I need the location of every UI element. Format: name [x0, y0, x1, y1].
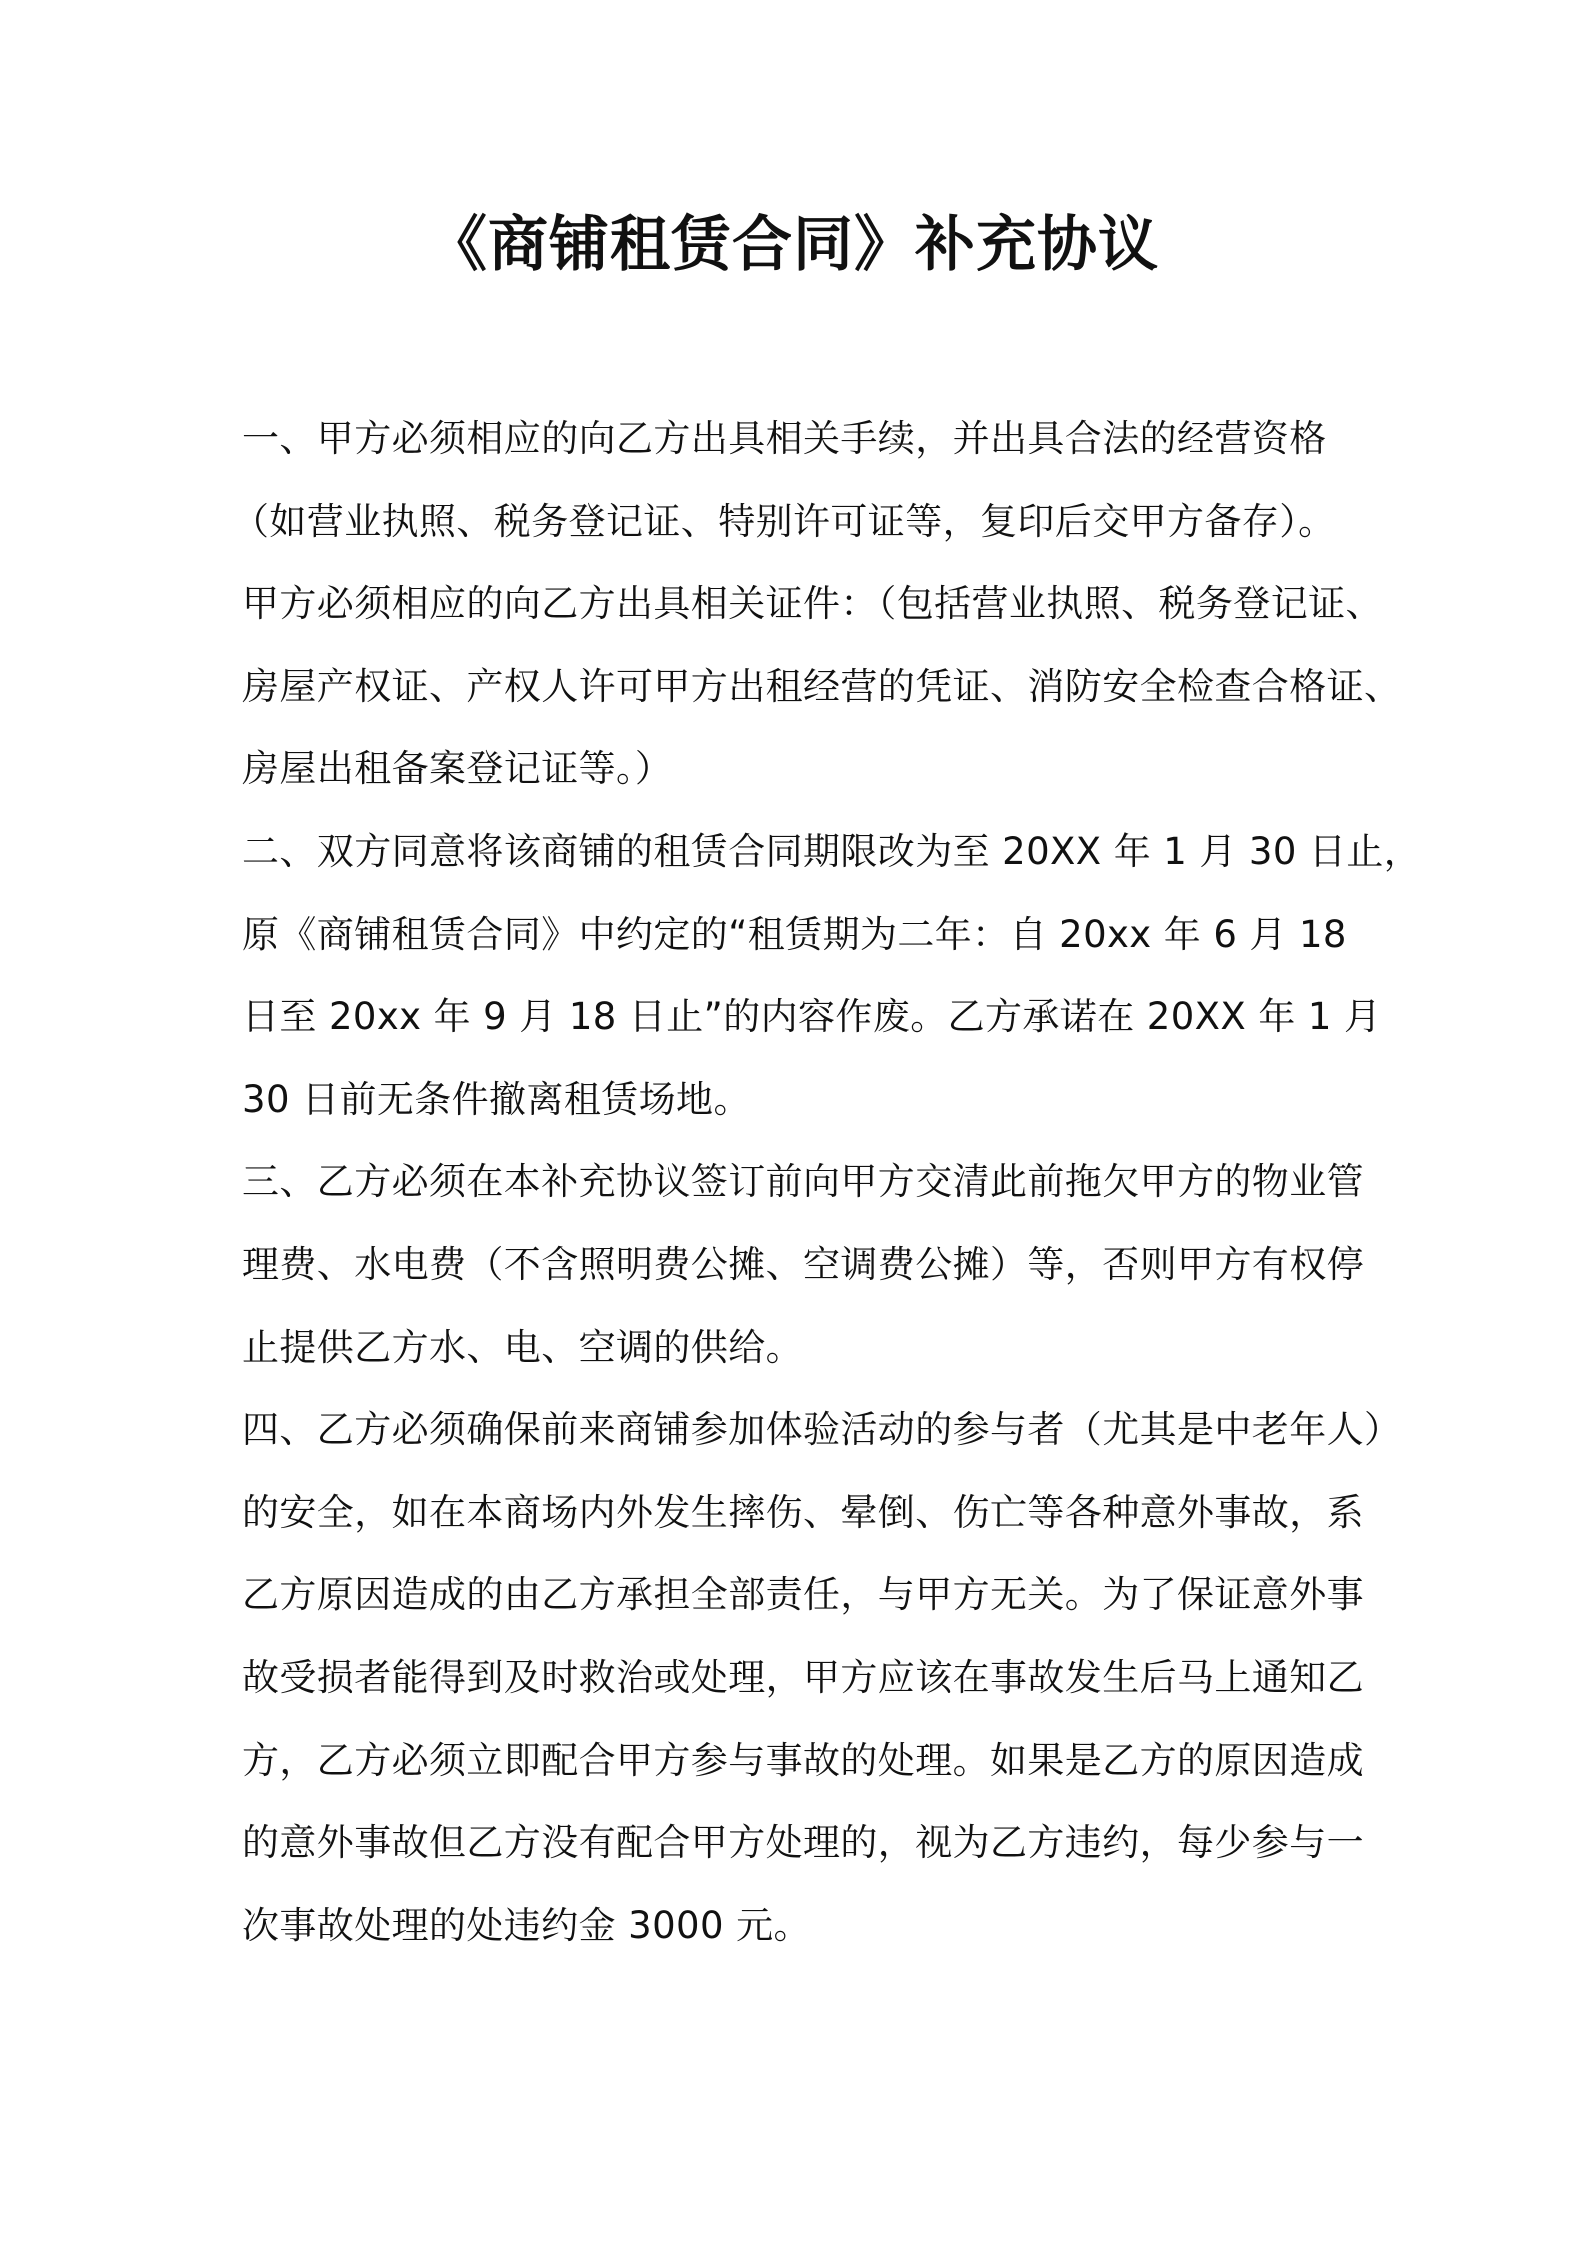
body-line: 的安全，如在本商场内外发生摔伤、晕倒、伤亡等各种意外事故，系 [242, 1490, 1364, 1534]
body-line: 的意外事故但乙方没有配合甲方处理的，视为乙方违约，每少参与一 [242, 1821, 1364, 1865]
body-line: 房屋产权证、产权人许可甲方出租经营的凭证、消防安全检查合格证、 [242, 664, 1402, 708]
body-line: 理费、水电费（不含照明费公摊、空调费公摊）等，否则甲方有权停 [242, 1242, 1364, 1286]
body-line: 故受损者能得到及时救治或处理，甲方应该在事故发生后马上通知乙 [242, 1655, 1364, 1699]
document-body [232, 398, 1422, 1967]
body-line: 日至 20xx 年 9 月 18 日止”的内容作废。乙方承诺在 20XX 年 1 月 [242, 995, 1382, 1039]
body-line: 四、乙方必须确保前来商铺参加体验活动的参与者（尤其是中老年人） [242, 1408, 1402, 1452]
body-line: 甲方必须相应的向乙方出具相关证件：（包括营业执照、税务登记证、 [242, 582, 1383, 626]
body-line: 止提供乙方水、电、空调的供给。 [242, 1325, 803, 1369]
body-line: 原《商铺租赁合同》中约定的“租赁期为二年：自 20xx 年 6 月 18 [242, 912, 1347, 956]
body-line: 乙方原因造成的由乙方承担全部责任，与甲方无关。为了保证意外事 [242, 1573, 1364, 1617]
body-line: 二、双方同意将该商铺的租赁合同期限改为至 20XX 年 1 月 30 日止， [242, 829, 1422, 873]
body-line: 三、乙方必须在本补充协议签订前向甲方交清此前拖欠甲方的物业管 [242, 1160, 1364, 1204]
body-line: 30 日前无条件撤离租赁场地。 [242, 1077, 751, 1121]
body-line: 次事故处理的处违约金 3000 元。 [242, 1903, 811, 1947]
body-line: （如营业执照、税务登记证、特别许可证等，复印后交甲方备存）。 [232, 499, 1336, 543]
body-line: 方，乙方必须立即配合甲方参与事故的处理。如果是乙方的原因造成 [242, 1738, 1364, 1782]
body-line: 一、甲方必须相应的向乙方出具相关手续，并出具合法的经营资格 [242, 417, 1327, 460]
body-line: 房屋出租备案登记证等。） [242, 747, 673, 791]
document-title: 《商铺租赁合同》补充协议 [427, 210, 1159, 280]
